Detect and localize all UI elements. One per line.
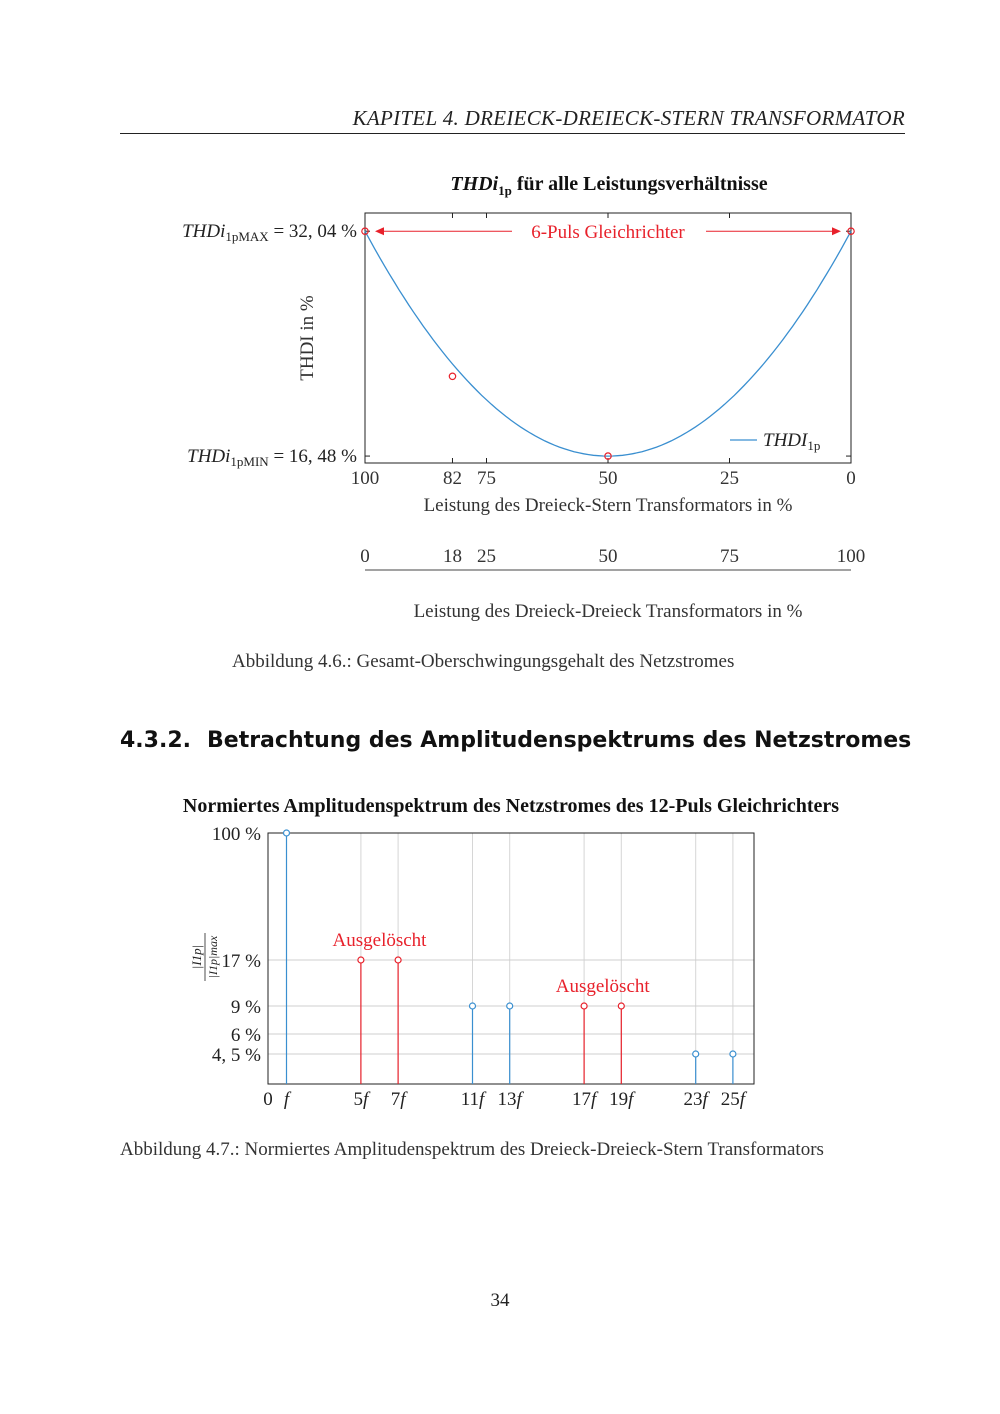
chart2-x-tick-label: 17f <box>571 1089 597 1110</box>
chart1-secondary-tick-label: 0 <box>360 546 370 567</box>
chart2-y-tick-label: 17 % <box>221 951 261 972</box>
chart1-y-label: THDI in % <box>297 295 318 381</box>
chart1-secondary-x-label: Leistung des Dreieck-Dreieck Transformators in % <box>413 601 803 622</box>
chart1-x-tick-label: 50 <box>598 468 618 489</box>
chart2-x-tick-label: f <box>283 1089 290 1110</box>
chart1-secondary-tick-label: 100 <box>836 546 866 567</box>
header-rule <box>120 133 905 134</box>
chart2-stem-marker <box>618 1003 624 1009</box>
chart2-x-tick-label: 11f <box>460 1089 485 1110</box>
chart1-marker <box>449 373 455 379</box>
chart2-y-label <box>189 933 220 981</box>
chart1-legend-label: $THDI_{1p}$ <box>763 430 821 453</box>
chart1-x-tick-label: 75 <box>477 468 496 489</box>
chart1-series-line <box>365 231 851 456</box>
chart2-x-origin-label: 0 <box>263 1089 273 1110</box>
chart1-x-tick-label: 82 <box>442 468 462 489</box>
chart2-stem-marker <box>730 1051 736 1057</box>
chart2-stem-marker <box>395 957 401 963</box>
chart2-y-tick-label: 4, 5 % <box>211 1045 261 1066</box>
chart2-y-tick-label: 9 % <box>230 997 261 1018</box>
chart1-x-tick-label: 25 <box>720 468 739 489</box>
chart2-y-label-numerator: |I1p| <box>189 944 204 970</box>
section-title: Betrachtung des Amplitudenspektrums des Netzstromes <box>207 728 912 753</box>
chart2-x-tick-label: 7f <box>390 1089 406 1110</box>
chart2-stem-marker <box>693 1051 699 1057</box>
chart1-secondary-tick-label: 75 <box>720 546 739 567</box>
chart1-y-annotation: THDi$_{1pMIN}$ = 16, 48 % <box>187 446 357 470</box>
chart2-y-tick-label: 6 % <box>230 1025 261 1046</box>
chart2-annotation: Ausgelöscht <box>332 930 427 951</box>
thdi-chart <box>0 150 1000 630</box>
chart1-frame <box>365 213 851 463</box>
chart2-stem-marker <box>507 1003 513 1009</box>
figure1-caption: Abbildung 4.6.: Gesamt-Oberschwingungsgehalt des Netzstromes <box>232 651 735 672</box>
chart1-title: THDi$_{1p}$ für alle Leistungsverhältnisse <box>450 173 768 198</box>
page-number: 34 <box>490 1290 510 1311</box>
chart1-x-label: Leistung des Dreieck-Stern Transformators in % <box>423 495 793 516</box>
chart2-x-tick-label: 13f <box>497 1089 522 1110</box>
chart2-annotation: Ausgelöscht <box>555 976 650 997</box>
running-header: KAPITEL 4. DREIECK-DREIECK-STERN TRANSFORMATOR <box>352 106 905 130</box>
chart2-stem-marker <box>470 1003 476 1009</box>
chart1-x-tick-label: 0 <box>846 468 856 489</box>
chart1-annotation: 6-Puls Gleichrichter <box>531 222 685 244</box>
chart1-secondary-tick-label: 50 <box>598 546 618 567</box>
chart1-secondary-tick-label: 18 <box>442 546 462 567</box>
chart2-title: Normiertes Amplitudenspektrum des Netzstromes des 12-Puls Gleichrichters <box>182 795 840 817</box>
chart1-arrowhead-left <box>375 227 384 235</box>
chart2-x-tick-label: 5f <box>353 1089 369 1110</box>
chart2-x-tick-label: 23f <box>683 1089 708 1110</box>
chart2-y-tick-label: 100 % <box>211 824 261 845</box>
chart2-frame <box>268 833 754 1084</box>
section-number: 4.3.2. <box>120 728 191 753</box>
chart2-stem-marker <box>358 957 364 963</box>
chart1-x-tick-label: 100 <box>350 468 380 489</box>
spectrum-chart <box>0 785 1000 1115</box>
chart1-arrowhead-right <box>832 227 841 235</box>
figure2-caption: Abbildung 4.7.: Normiertes Amplitudenspektrum des Dreieck-Dreieck-Stern Transformators <box>120 1139 824 1160</box>
chart2-x-tick-label: 19f <box>609 1089 634 1110</box>
chart2-x-tick-label: 25f <box>720 1089 746 1110</box>
chart1-secondary-tick-label: 25 <box>477 546 496 567</box>
section-heading <box>120 728 911 753</box>
chart2-y-label-denominator: |I1p|max <box>206 935 220 979</box>
chart2-stem-marker <box>284 830 290 836</box>
chart2-stem-marker <box>581 1003 587 1009</box>
chart1-y-annotation: THDi$_{1pMAX}$ = 32, 04 % <box>182 221 357 245</box>
